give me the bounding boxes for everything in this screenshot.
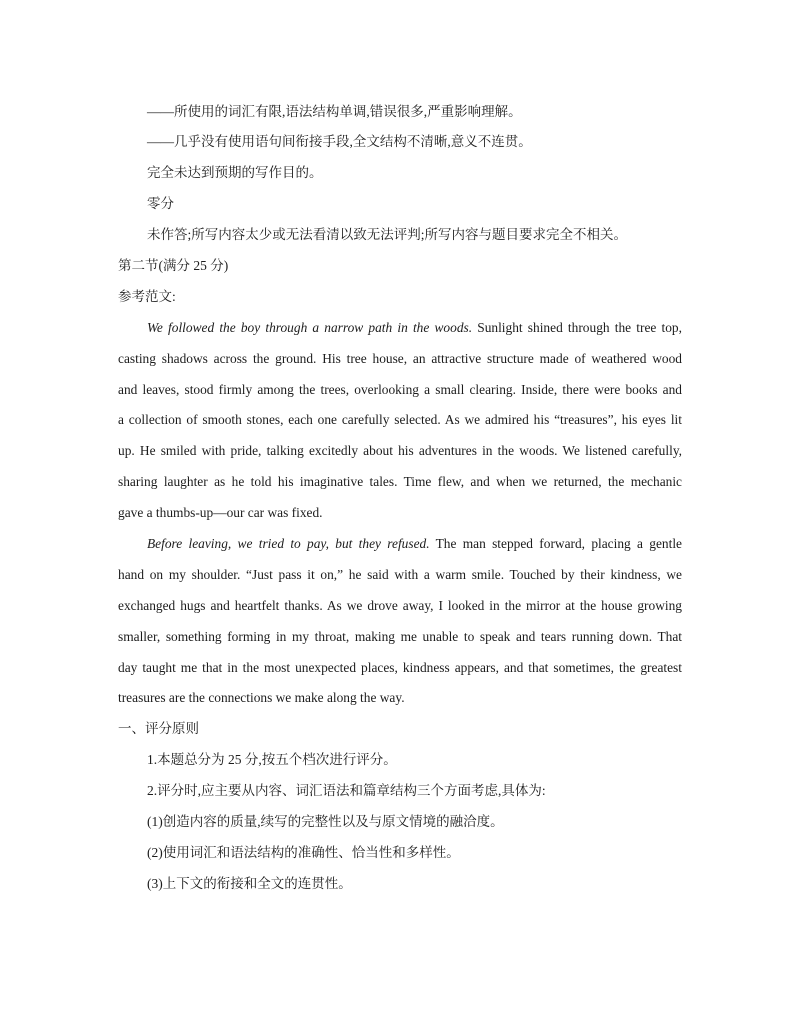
essay-line: hand on my shoulder. “Just pass it on,” he said with a warm smile. Touched by their kindness, we [118,566,682,582]
scoring-rule: 2.评分时,应主要从内容、词汇语法和篇章结构三个方面考虑,具体为: [147,783,546,799]
essay-line: exchanged hugs and heartfelt thanks. As we drove away, I looked in the mirror at the house growing [118,597,682,613]
page-content [118,97,682,900]
zero-band-title: 零分 [147,196,174,212]
scoring-aspect: (3)上下文的衔接和全文的连贯性。 [147,875,352,891]
section-heading: 第二节(满分 25 分) [118,257,229,273]
paragraph-lead-sentence: Before leaving, we tried to pay, but they refused. [147,535,430,551]
essay-line: up. He smiled with pride, talking excitedly about his adventures in the woods. We listened carefully, [118,443,682,459]
scoring-aspect: (2)使用词汇和语法结构的准确性、恰当性和多样性。 [147,844,460,860]
zero-band-description: 未作答;所写内容太少或无法看清以致无法评判;所写内容与题目要求完全不相关。 [147,227,628,243]
essay-line: and leaves, stood firmly among the trees, overlooking a small clearing. Inside, there were books and [118,381,682,397]
essay-line: day taught me that in the most unexpected places, kindness appears, and that sometimes, the greatest [118,659,682,675]
first-line-text: The man stepped forward, placing a gentle [435,535,682,551]
essay-line: treasures are the connections we make along the way. [118,690,405,706]
essay-line: casting shadows across the ground. His tree house, an attractive structure made of weathered wood [118,350,682,366]
scoring-heading: 一、评分原则 [118,721,199,737]
essay-line: a collection of smooth stones, each one carefully selected. As we admired his “treasures”, his eyes lit [118,412,682,428]
scoring-aspect: (1)创造内容的质量,续写的完整性以及与原文情境的融洽度。 [147,813,504,829]
criteria-item: ——所使用的词汇有限,语法结构单调,错误很多,严重影响理解。 [147,103,522,119]
essay-line: sharing laughter as he told his imaginative tales. Time flew, and when we returned, the mechanic [118,474,682,490]
first-line-text: Sunlight shined through the tree top, [477,319,682,335]
paragraph-lead-sentence: We followed the boy through a narrow path in the woods. [147,319,473,335]
essay-paragraph-first-line [118,313,682,344]
scoring-rule: 1.本题总分为 25 分,按五个档次进行评分。 [147,752,397,768]
criteria-item: ——几乎没有使用语句间衔接手段,全文结构不清晰,意义不连贯。 [147,134,532,150]
essay-line: smaller, something forming in my throat, making me unable to speak and tears running down. That [118,628,682,644]
essay-line: gave a thumbs-up—our car was fixed. [118,505,323,521]
essay-paragraph-first-line [118,529,682,560]
sample-essay-label: 参考范文: [118,288,176,304]
criteria-summary: 完全未达到预期的写作目的。 [147,165,323,181]
